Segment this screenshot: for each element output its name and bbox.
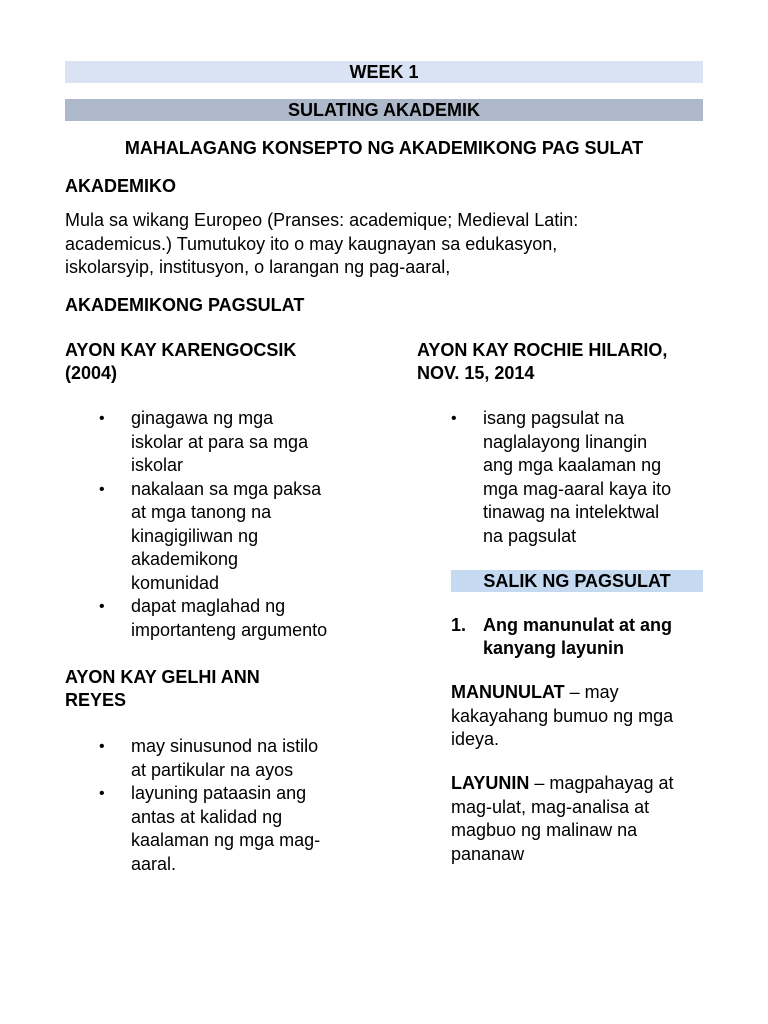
karengocsik-list <box>65 407 375 642</box>
list-item-line: layuning pataasin ang <box>131 783 307 803</box>
akademikong-pagsulat-heading: AKADEMIKONG PAGSULAT <box>65 295 305 315</box>
list-item-line: dapat maglahad ng <box>131 596 286 616</box>
salik-heading: SALIK NG PAGSULAT <box>451 570 703 592</box>
item-text <box>483 614 713 660</box>
list-item-line: tinawag na intelektwal <box>483 502 660 522</box>
list-item-line: naglalayong linangin <box>483 431 648 452</box>
karengocsik-heading-line: (2004) <box>65 363 118 383</box>
list-item-line: na pagsulat <box>483 525 577 546</box>
akademiko-line: iskolarsyip, institusyon, o larangan ng pag-aaral, <box>65 257 451 277</box>
reyes-list <box>65 735 375 876</box>
list-item-line: importanteng argumento <box>131 619 328 640</box>
list-item <box>65 478 375 596</box>
list-item-line: antas at kalidad ng <box>131 806 283 827</box>
definition-text: pananaw <box>451 843 525 864</box>
list-item-line: ginagawa ng mga <box>131 408 274 428</box>
hilario-heading <box>417 339 717 385</box>
akademiko-line: academicus.) Tumutukoy ito o may kaugnayan sa edukasyon, <box>65 233 558 254</box>
list-item <box>65 735 375 782</box>
page-title: MAHALAGANG KONSEPTO NG AKADEMIKONG PAG SULAT <box>124 138 644 158</box>
definition-text: magbuo ng malinaw na <box>451 820 638 840</box>
bullet-icon: • <box>99 785 105 802</box>
list-item-line: at mga tanong na <box>131 502 272 522</box>
list-item-line: at partikular na ayos <box>131 759 294 780</box>
karengocsik-heading-line: AYON KAY KARENGOCSIK <box>65 340 297 360</box>
layunin-term: LAYUNIN <box>451 773 530 793</box>
akademiko-heading: AKADEMIKO <box>65 176 176 196</box>
hilario-list <box>417 407 717 548</box>
manunulat-term: MANUNULAT <box>451 682 565 702</box>
list-item-line: nakalaan sa mga paksa <box>131 478 322 499</box>
list-item-line: iskolar <box>131 455 184 475</box>
list-item-line: ang mga kaalaman ng <box>483 455 662 475</box>
list-item-line: komunidad <box>131 572 220 593</box>
list-item-line: mga mag-aaral kaya ito <box>483 478 672 499</box>
akademiko-line: Mula sa wikang Europeo (Pranses: academique; Medieval Latin: <box>65 210 579 230</box>
list-item-line: aaral. <box>131 853 177 874</box>
list-item-line: kaalaman ng mga mag- <box>131 830 321 850</box>
list-item <box>417 407 717 548</box>
definition-text: ideya. <box>451 729 500 749</box>
list-item <box>65 782 375 876</box>
reyes-heading <box>65 666 365 712</box>
item-text-line: Ang manunulat at ang <box>483 615 672 635</box>
list-item-line: iskolar at para sa mga <box>131 431 309 452</box>
definition-text: mag-ulat, mag-analisa at <box>451 796 650 817</box>
list-item-line: akademikong <box>131 549 239 569</box>
list-item <box>65 407 375 478</box>
week-label: WEEK 1 <box>65 61 703 83</box>
bullet-icon: • <box>99 480 105 498</box>
hilario-heading-line: NOV. 15, 2014 <box>417 363 535 383</box>
bullet-icon: • <box>451 410 457 427</box>
bullet-icon: • <box>99 738 105 755</box>
subject-label: SULATING AKADEMIK <box>65 99 703 121</box>
bullet-icon: • <box>99 598 105 615</box>
hilario-heading-line: AYON KAY ROCHIE HILARIO, <box>417 340 668 360</box>
akademiko-definition <box>65 209 715 280</box>
list-item-line: may sinusunod na istilo <box>131 736 319 756</box>
definition-text: kakayahang bumuo ng mga <box>451 705 674 726</box>
karengocsik-heading <box>65 339 365 385</box>
definition-text: – magpahayag at <box>529 773 674 793</box>
list-item-line: isang pagsulat na <box>483 408 625 428</box>
list-item <box>65 595 375 642</box>
bullet-icon: • <box>99 410 105 427</box>
numbered-item <box>451 614 711 662</box>
reyes-heading-line: AYON KAY GELHI ANN <box>65 667 260 687</box>
definition-text: – may <box>564 682 619 702</box>
layunin-definition <box>451 772 711 866</box>
list-item-line: kinagigiliwan ng <box>131 525 259 546</box>
manunulat-definition <box>451 681 711 752</box>
item-number: 1. <box>451 615 467 635</box>
reyes-heading-line: REYES <box>65 690 127 710</box>
item-text-line: kanyang layunin <box>483 638 625 658</box>
